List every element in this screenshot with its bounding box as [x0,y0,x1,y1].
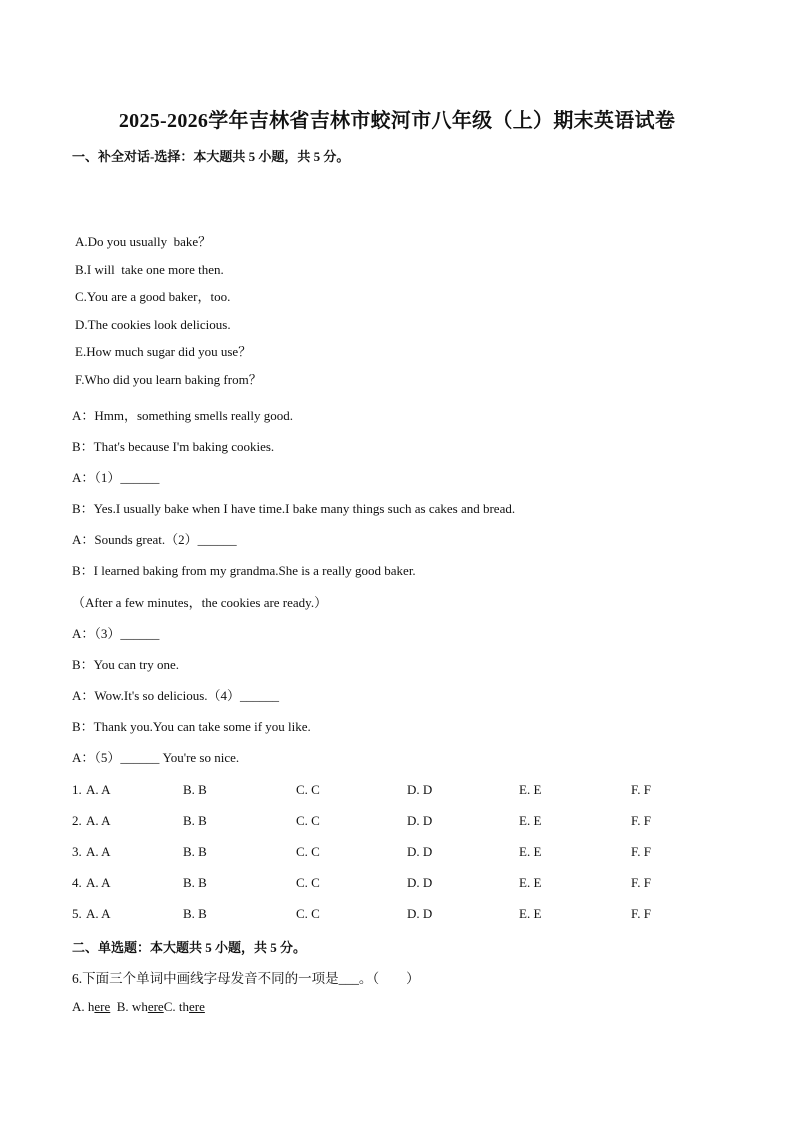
choice-d[interactable]: D. D [407,813,433,829]
q6-option-c-prefix[interactable]: C. th [163,999,189,1014]
answer-row [72,904,712,935]
choice-f[interactable]: F. F [631,906,651,922]
page-title: 2025-2026学年吉林省吉林市蛟河市八年级（上）期末英语试卷 [118,110,676,132]
dialog-line: A：Wow.It's so delicious.（4）______ [72,687,279,703]
section-2-heading: 二、单选题：本大题共 5 小题，共 5 分。 [72,940,307,955]
choice-a[interactable]: A. A [86,782,111,797]
dialog-line: A：Sounds great.（2）______ [72,532,237,548]
choice-f[interactable]: F. F [631,813,651,829]
choice-a[interactable]: A. A [86,813,111,829]
choice-b[interactable]: B. B [183,875,207,891]
dialog-line: （After a few minutes，the cookies are ready.） [72,594,328,610]
question-number: 2. [72,813,82,829]
choice-e[interactable]: E. E [519,813,542,829]
dialog-line: A：Hmm，something smells really good. [72,408,293,423]
answer-row [72,811,712,842]
choice-e[interactable]: E. E [519,875,542,891]
q6-option-a-underlined[interactable]: ere [94,999,111,1014]
dialog-line: B：Yes.I usually bake when I have time.I bake many things such as cakes and bread. [72,501,516,517]
answer-grid [72,780,712,935]
option-a: A.Do you usually bake？ [75,234,212,249]
choice-d[interactable]: D. D [407,782,433,797]
section-1-heading: 一、补全对话-选择：本大题共 5 小题，共 5 分。 [72,149,350,164]
q6-option-c-underlined[interactable]: ere [189,999,205,1014]
option-b: B.I will take one more then. [75,261,224,277]
choice-f[interactable]: F. F [631,782,651,797]
option-d: D.The cookies look delicious. [75,316,231,332]
answer-row [72,780,712,811]
dialog-line: A：（3）______ [72,625,160,641]
choice-f[interactable]: F. F [631,844,651,860]
choice-b[interactable]: B. B [183,813,207,829]
choice-b[interactable]: B. B [183,782,207,797]
choice-d[interactable]: D. D [407,844,433,860]
question-number: 3. [72,844,82,860]
choice-d[interactable]: D. D [407,875,433,891]
q6-option-b-underlined[interactable]: ere [147,999,164,1014]
q6-option-b-prefix[interactable]: B. wh [110,999,148,1014]
dialog-line: B：That's because I'm baking cookies. [72,439,275,455]
question-number: 1. [72,782,82,797]
choice-e[interactable]: E. E [519,782,542,797]
option-list [75,232,262,398]
q6-option-a-prefix[interactable]: A. h [72,999,95,1014]
dialog-line: B：Thank you.You can take some if you like. [72,718,311,734]
choice-b[interactable]: B. B [183,844,207,860]
choice-a[interactable]: A. A [86,875,111,891]
option-f: F.Who did you learn baking from？ [75,371,262,387]
choice-c[interactable]: C. C [296,906,320,922]
choice-c[interactable]: C. C [296,875,320,891]
choice-e[interactable]: E. E [519,844,542,860]
answer-row [72,873,712,904]
choice-d[interactable]: D. D [407,906,433,922]
question-6-options [72,999,205,1015]
choice-c[interactable]: C. C [296,782,320,797]
choice-b[interactable]: B. B [183,906,207,922]
choice-f[interactable]: F. F [631,875,651,891]
choice-a[interactable]: A. A [86,844,111,860]
dialog-line: B：You can try one. [72,656,180,672]
choice-a[interactable]: A. A [86,906,111,922]
choice-e[interactable]: E. E [519,906,542,922]
dialog-line: A：（5）______ You're so nice. [72,750,240,766]
choice-c[interactable]: C. C [296,844,320,860]
choice-c[interactable]: C. C [296,813,320,829]
option-c: C.You are a good baker，too. [75,289,231,305]
dialog-line: A：（1）______ [72,470,160,486]
question-number: 4. [72,875,82,891]
dialog-line: B：I learned baking from my grandma.She is a really good baker. [72,563,416,579]
question-number: 5. [72,906,82,922]
answer-row [72,842,712,873]
option-e: E.How much sugar did you use？ [75,344,252,360]
dialog [72,406,515,779]
question-6-stem: 6.下面三个单词中画线字母发音不同的一项是___。（ ） [72,971,420,986]
